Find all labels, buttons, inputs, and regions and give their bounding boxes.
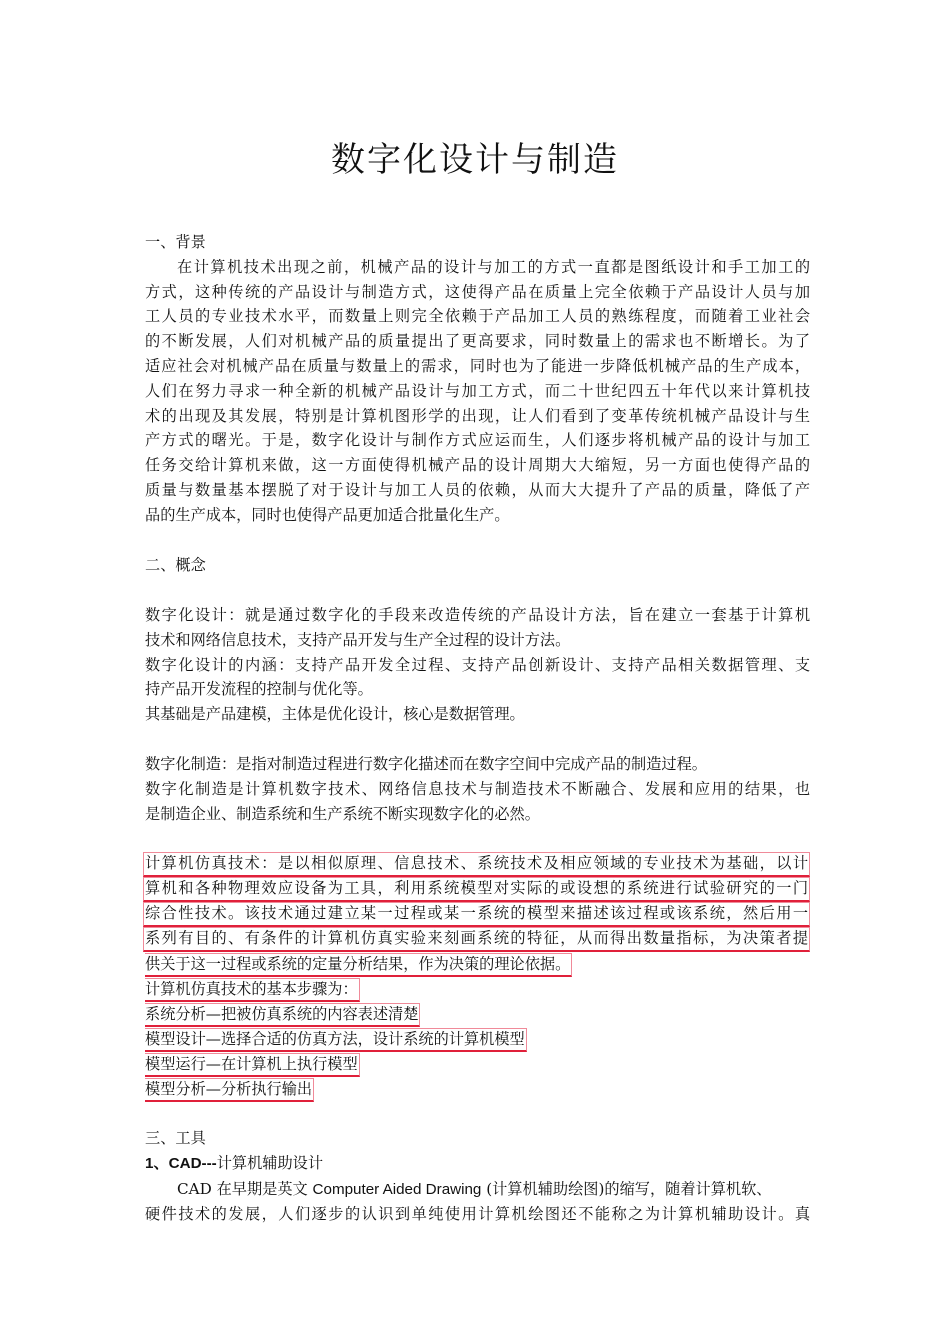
highlighted-line-wrap — [145, 977, 810, 1002]
paragraph-line: 技术和网络信息技术，支持产品开发与生产全过程的设计方法。 — [145, 630, 571, 649]
step-item — [145, 1052, 810, 1077]
section-concept — [145, 553, 810, 578]
paragraph-line: 数字化制造：是指对制造过程进行数字化描述而在数字空间中完成产品的制造过程。 — [145, 755, 707, 773]
paragraph-line: 持产品开发流程的控制与优化等。 — [145, 680, 373, 699]
step-text: 模型运行—在计算机上执行模型 — [145, 1053, 360, 1077]
paragraph-line: 工人员的专业技术水平，而数量上则完全依赖于产品加工人员的熟练程度，而随着工业社会 — [145, 307, 810, 326]
highlighted-line-wrap — [145, 952, 810, 977]
paragraph-line: 数字化设计的内涵：支持产品开发全过程、支持产品创新设计、支持产品相关数据管理、支 — [145, 655, 810, 674]
highlighted-line: 计算机仿真技术：是以相似原理、信息技术、系统技术及相应领域的专业技术为基础，以计 — [143, 852, 810, 877]
step-text: 模型分析—分析执行输出 — [145, 1078, 314, 1102]
step-item — [145, 1027, 810, 1052]
item-abbrev: CAD--- — [168, 1154, 217, 1172]
paragraph-line: 硬件技术的发展，人们逐步的认识到单纯使用计算机绘图还不能称之为计算机辅助设计。真 — [145, 1205, 810, 1224]
section-heading: 三、工具 — [145, 1129, 206, 1147]
highlighted-line: 综合性技术。该技术通过建立某一过程或某一系统的模型来描述该过程或该系统，然后用一 — [143, 902, 810, 927]
item-number: 1、 — [145, 1154, 169, 1172]
highlighted-text: 供关于这一过程或系统的定量分析结果，作为决策的理论依据。 — [145, 953, 572, 977]
step-text: 系统分析—把被仿真系统的内容表述清楚 — [145, 1003, 420, 1027]
paragraph-line: 质量与数量基本摆脱了对于设计与加工人员的依赖，从而大大提升了产品的质量，降低了产 — [145, 480, 810, 499]
document-title: 数字化设计与制造 — [331, 140, 619, 180]
section-background — [145, 230, 810, 528]
paragraph-line: 品的生产成本，同时也使得产品更加适合批量化生产。 — [145, 505, 510, 524]
step-text: 模型设计—选择合适的仿真方法，设计系统的计算机模型 — [145, 1028, 527, 1052]
paragraph-line: 术的出现及其发展，特别是计算机图形学的出现，让人们看到了变革传统机械产品设计与生 — [145, 406, 810, 425]
text-span: CAD 在早期是英文 — [177, 1179, 313, 1198]
paragraph-line: 其基础是产品建模，主体是优化设计，核心是数据管理。 — [145, 705, 525, 724]
paragraph-line: 数字化设计：就是通过数字化的手段来改造传统的产品设计方法，旨在建立一套基于计算机 — [145, 606, 810, 624]
paragraph-line: 任务交给计算机来做，这一方面使得机械产品的设计周期大大缩短，另一方面也使得产品的 — [145, 456, 810, 475]
step-item — [145, 1077, 810, 1102]
paragraph-line: 人们在努力寻求一种全新的机械产品设计与加工方式，而二十世纪四五十年代以来计算机技 — [145, 381, 810, 400]
highlighted-line: 算机和各种物理效应设备为工具，利用系统模型对实际的或设想的系统进行试验研究的一门 — [143, 877, 810, 902]
english-term: Computer Aided Drawing — [312, 1180, 482, 1198]
paragraph-line — [145, 1177, 810, 1203]
digital-manufacturing-block — [145, 752, 810, 826]
item-title: 计算机辅助设计 — [216, 1153, 324, 1172]
section-tools — [145, 1126, 810, 1227]
paragraph-line: 适应社会对机械产品在质量与数量上的需求，同时也为了能进一步降低机械产品的生产成本， — [145, 356, 810, 375]
paragraph-line: 数字化制造是计算机数字技术、网络信息技术与制造技术不断融合、发展和应用的结果，也 — [145, 779, 810, 798]
section-heading: 二、概念 — [145, 556, 206, 574]
paragraph-line: 产方式的曙光。于是，数字化设计与制作方式应运而生，人们逐步将机械产品的设计与加工 — [145, 431, 810, 450]
paragraph-line: 是制造企业、制造系统和生产系统不断实现数字化的必然。 — [145, 804, 540, 823]
section-heading: 一、背景 — [145, 233, 206, 251]
paragraph-line: 的不断发展，人们对机械产品的质量提出了更高要求，同时数量上的需求也不断增长。为了 — [145, 332, 810, 351]
digital-design-block — [145, 603, 810, 727]
simulation-block — [145, 852, 810, 1102]
step-item — [145, 1002, 810, 1027]
paragraph-line: 在计算机技术出现之前，机械产品的设计与加工的方式一直都是图纸设计和手工加工的 — [177, 257, 810, 276]
text-span: (计算机辅助绘图)的缩写，随着计算机软、 — [481, 1179, 772, 1198]
tool-item-heading — [145, 1151, 810, 1177]
highlighted-line: 系列有目的、有条件的计算机仿真实验来刻画系统的特征，从而得出数量指标，为决策者提 — [143, 927, 810, 952]
steps-heading: 计算机仿真技术的基本步骤为： — [145, 978, 360, 1002]
paragraph-line: 方式，这种传统的产品设计与制造方式，这使得产品在质量上完全依赖于产品设计人员与加 — [145, 282, 810, 301]
